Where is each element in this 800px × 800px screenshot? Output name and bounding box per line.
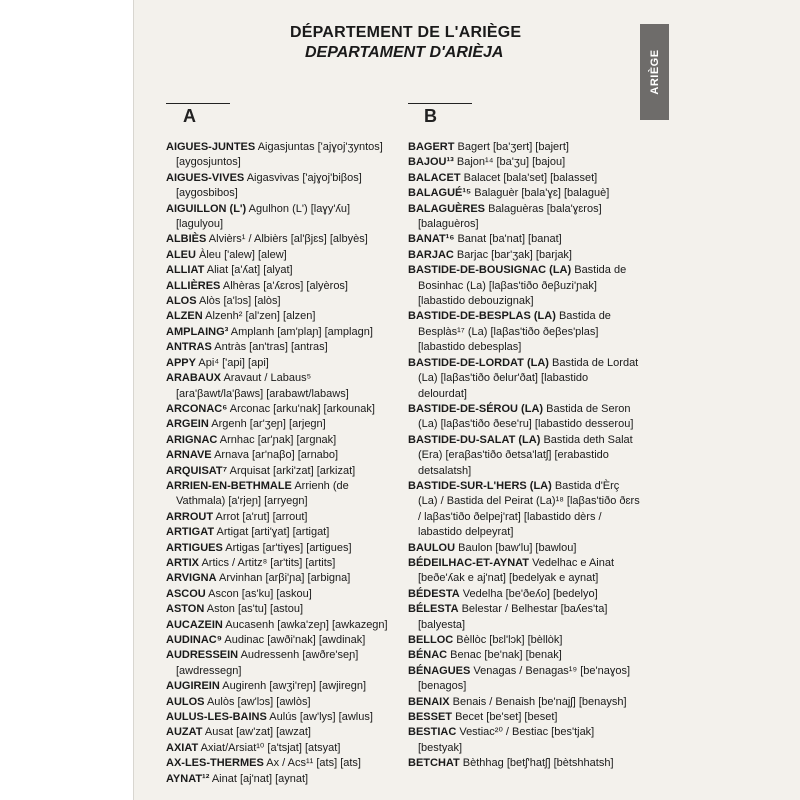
entry-definition: Arnhac [ar'ɲak] [argnak] [217, 433, 337, 446]
entry-headword: ARTIGUES [166, 541, 223, 554]
column-b [408, 140, 640, 772]
entry-definition: Baulon [baw'lu] [bawlou] [455, 541, 577, 554]
entry-headword: ALBIÈS [166, 233, 207, 246]
entry-definition: Bastida deth Salat (Era) [eraβas'tiðo ðetsa'latʃ] [erabastido detsalatsh] [418, 433, 633, 477]
entry-headword: BALAGUÉ¹⁵ [408, 187, 472, 200]
entry-definition: Audressenh [awðre'seɲ] [awdressegn] [176, 649, 359, 677]
dictionary-entry [408, 232, 640, 247]
entry-headword: BÉNAC [408, 649, 448, 662]
side-tab-label: ARIÈGE [648, 49, 661, 95]
entry-definition: Augirenh [awʒi'reɲ] [awjiregn] [219, 680, 367, 693]
dictionary-entry [408, 556, 640, 587]
entry-headword: BASTIDE-DE-BOUSIGNAC (LA) [408, 264, 572, 277]
entry-definition: Ainat [aj'nat] [aynat] [209, 772, 309, 785]
dictionary-entry [408, 140, 640, 155]
entry-definition: Ausat [aw'zat] [awzat] [202, 726, 311, 739]
entry-headword: AYNAT¹² [166, 772, 210, 785]
dictionary-entry [166, 479, 391, 510]
entry-definition: Argenh [ar'ʒeɲ] [arjegn] [208, 418, 326, 431]
dictionary-entry [408, 710, 640, 725]
dictionary-entry [166, 417, 391, 432]
dictionary-entry [408, 402, 640, 433]
entry-definition: Aulòs [aw'lɔs] [awlòs] [204, 695, 311, 708]
entry-headword: AUDRESSEIN [166, 649, 239, 662]
entry-definition: Aigasjuntas ['ajɣoj'ʒyntos] [aygosjuntos] [176, 141, 383, 169]
dictionary-entry [166, 402, 391, 417]
dictionary-entry [166, 325, 391, 340]
dictionary-entry [166, 309, 391, 324]
entry-headword: ALOS [166, 295, 197, 308]
entry-definition: Ascon [as'ku] [askou] [205, 587, 312, 600]
entry-definition: Artigas [ar'tiɣes] [artigues] [222, 541, 352, 554]
column-a [166, 140, 391, 787]
entry-definition: Aston [as'tu] [astou] [204, 603, 304, 616]
entry-definition: Vedelha [be'ðeʎo] [bedelyo] [459, 587, 598, 600]
entry-headword: BETCHAT [408, 757, 460, 770]
entry-definition: Bastida de Lordat (La) [laβas'tiðo ðelur'ðat] [labastido delourdat] [418, 356, 639, 400]
entry-headword: AIGUILLON (L') [166, 202, 247, 215]
entry-headword: AMPLAING³ [166, 325, 229, 338]
dictionary-entry [166, 448, 391, 463]
dictionary-entry [408, 664, 640, 695]
entry-definition: Arconac [arku'nak] [arkounak] [227, 402, 375, 415]
dictionary-entry [166, 710, 391, 725]
entry-definition: Vedelhac e Ainat [beðe'ʎak e aj'nat] [bedelyak e aynat] [418, 556, 615, 585]
dictionary-entry [166, 171, 391, 202]
entry-definition: Ax / Acs¹¹ [ats] [ats] [263, 757, 361, 770]
entry-headword: BÉLESTA [408, 603, 459, 616]
entry-headword: ARRIEN-EN-BETHMALE [166, 479, 292, 492]
entry-definition: Antràs [an'tras] [antras] [211, 341, 328, 354]
entry-headword: ALZEN [166, 310, 203, 323]
entry-headword: ARQUISAT⁷ [166, 464, 228, 477]
entry-definition: Api⁴ ['api] [api] [195, 356, 269, 369]
entry-headword: ARNAVE [166, 449, 212, 462]
entry-definition: Balaguèras [bala'ɣɛros] [balaguèros] [418, 202, 602, 231]
dictionary-entry [408, 479, 640, 541]
entry-definition: Aigasvivas ['ajɣoj'biβos] [aygosbibos] [176, 171, 362, 200]
entry-headword: BAULOU [408, 541, 456, 554]
dictionary-entry [166, 340, 391, 355]
entry-definition: Venagas / Benagas¹⁹ [be'naɣos] [benagos] [418, 664, 631, 693]
entry-definition: Àleu ['alew] [alew] [195, 248, 287, 261]
entry-headword: BENAIX [408, 695, 450, 708]
dictionary-entry [166, 756, 391, 771]
entry-definition: Bastida de Besplàs¹⁷ (La) [laβas'tiðo ðeβes'plas] [labastido debesplas] [418, 310, 611, 354]
dictionary-entry [166, 633, 391, 648]
dictionary-entry [166, 356, 391, 371]
entry-headword: ARGEIN [166, 418, 209, 431]
entry-headword: ARCONAC⁶ [166, 402, 228, 415]
dictionary-entry [166, 541, 391, 556]
entry-headword: APPY [166, 356, 196, 369]
dictionary-entry [408, 263, 640, 309]
dictionary-entry [166, 602, 391, 617]
dictionary-entry [166, 695, 391, 710]
entry-definition: Artics / Artitz⁸ [ar'tits] [artits] [199, 556, 336, 569]
dictionary-entry [166, 571, 391, 586]
entry-definition: Arvinhan [arβi'ɲa] [arbigna] [216, 572, 351, 585]
entry-definition: Amplanh [am'plaɲ] [amplagn] [228, 325, 373, 338]
entry-headword: AUZAT [166, 726, 203, 739]
entry-headword: BASTIDE-DE-SÉROU (LA) [408, 402, 544, 415]
entry-definition: Bagert [ba'ʒert] [bajert] [454, 141, 569, 153]
section-letter-b: B [424, 106, 437, 126]
dictionary-entry [166, 371, 391, 402]
entry-headword: AXIAT [166, 741, 199, 754]
dictionary-entry [166, 556, 391, 571]
dictionary-entry [408, 155, 640, 170]
entry-definition: Alzenh² [al'zen] [alzen] [202, 310, 316, 323]
dictionary-entry [166, 587, 391, 602]
dictionary-entry [166, 232, 391, 247]
entry-headword: AULUS-LES-BAINS [166, 711, 267, 724]
entry-headword: BASTIDE-SUR-L'HERS (LA) [408, 479, 552, 492]
entry-headword: ALLIAT [166, 264, 205, 277]
entry-definition: Artigat [arti'ɣat] [artigat] [214, 526, 330, 539]
entry-definition: Bèllòc [bɛl'lɔk] [bèllòk] [453, 634, 563, 646]
entry-headword: BASTIDE-DE-LORDAT (LA) [408, 356, 549, 369]
entry-definition: Barjac [bar'ʒak] [barjak] [453, 248, 572, 261]
department-title-occitan: DEPARTAMENT D'ARIÈJA [305, 44, 504, 61]
dictionary-entry [408, 248, 640, 263]
dictionary-entry [408, 695, 640, 710]
entry-headword: AIGUES-VIVES [166, 171, 245, 184]
entry-definition: Alvièrs¹ / Albièrs [al'βjɛs] [albyès] [206, 233, 368, 246]
dictionary-entry [166, 618, 391, 633]
dictionary-entry [166, 248, 391, 263]
entry-headword: ALLIÈRES [166, 279, 221, 292]
entry-headword: BESSET [408, 711, 453, 724]
dictionary-entry [408, 433, 640, 479]
side-thumb-tab [640, 24, 669, 120]
dictionary-entry [166, 510, 391, 525]
dictionary-entry [166, 433, 391, 448]
entry-definition: Aravaut / Labaus⁵ [ara'βawt/la'βaws] [arabawt/labaws] [176, 372, 349, 400]
entry-definition: Aucasenh [awka'zeɲ] [awkazegn] [222, 618, 388, 631]
entry-definition: Alhèras [a'ʎɛros] [alyèros] [220, 279, 348, 292]
entry-definition: Balacet [bala'set] [balasset] [460, 171, 598, 184]
dictionary-entry [166, 741, 391, 756]
entry-definition: Balaguèr [bala'ɣɛ] [balaguè] [471, 187, 610, 200]
dictionary-entry [408, 309, 640, 355]
entry-definition: Bajon¹⁴ [ba'ʒu] [bajou] [453, 156, 566, 169]
section-rule-b [408, 103, 472, 104]
entry-headword: BASTIDE-DU-SALAT (LA) [408, 433, 541, 446]
entry-definition: Becet [be'set] [beset] [452, 711, 558, 724]
entry-headword: ARABAUX [166, 372, 221, 385]
entry-headword: ARVIGNA [166, 572, 217, 585]
dictionary-entry [166, 464, 391, 479]
entry-headword: BAGERT [408, 141, 455, 153]
entry-definition: Benac [be'nak] [benak] [447, 649, 562, 662]
entry-definition: Vestiac²⁰ / Bestiac [bes'tjak] [bestyak] [418, 726, 595, 754]
entry-headword: BALACET [408, 171, 461, 184]
dictionary-entry [408, 756, 640, 771]
entry-headword: AUCAZEIN [166, 618, 223, 631]
dictionary-entry [408, 186, 640, 201]
dictionary-entry [408, 648, 640, 663]
entry-definition: Arnava [ar'naβo] [arnabo] [211, 449, 339, 462]
dictionary-entry [408, 171, 640, 186]
dictionary-entry [408, 356, 640, 402]
dictionary-entry [408, 202, 640, 233]
dictionary-entry [166, 279, 391, 294]
dictionary-entry [166, 263, 391, 278]
entry-definition: Alòs [a'lɔs] [alòs] [196, 295, 281, 308]
dictionary-entry [408, 633, 640, 648]
entry-definition: Belestar / Belhestar [baʎes'ta] [balyesta] [418, 603, 608, 631]
dictionary-entry [166, 294, 391, 309]
entry-definition: Arrot [a'rut] [arrout] [213, 510, 308, 523]
entry-definition: Arrienh (de Vathmala) [a'rjeɲ] [arryegn] [176, 479, 349, 508]
dictionary-entry [408, 587, 640, 602]
entry-headword: AUGIREIN [166, 680, 220, 693]
entry-headword: BESTIAC [408, 726, 457, 739]
entry-headword: BARJAC [408, 248, 454, 261]
entry-headword: AUDINAC⁹ [166, 634, 222, 646]
entry-headword: BELLOC [408, 634, 454, 646]
entry-headword: BASTIDE-DE-BESPLAS (LA) [408, 310, 556, 323]
dictionary-entry [166, 648, 391, 679]
entry-headword: BAJOU¹³ [408, 156, 454, 169]
dictionary-entry [166, 772, 391, 787]
entry-definition: Bèthhag [betʃ'hatʃ] [bètshhatsh] [459, 757, 614, 770]
entry-definition: Arquisat [arki'zat] [arkizat] [227, 464, 356, 477]
dictionary-entry [166, 679, 391, 694]
entry-headword: AX-LES-THERMES [166, 757, 264, 770]
entry-headword: BÉDEILHAC-ET-AYNAT [408, 556, 530, 569]
entry-headword: ARTIX [166, 556, 199, 569]
entry-headword: ANTRAS [166, 341, 212, 354]
entry-headword: AIGUES-JUNTES [166, 141, 256, 153]
entry-definition: Axiat/Arsiat¹⁰ [a'tsjat] [atsyat] [198, 741, 341, 754]
dictionary-entry [166, 725, 391, 740]
entry-definition: Aliat [a'ʎat] [alyat] [204, 264, 293, 277]
dictionary-entry [166, 525, 391, 540]
entry-definition: Benais / Benaish [be'najʃ] [benaysh] [449, 695, 627, 708]
entry-headword: ARROUT [166, 510, 214, 523]
entry-definition: Banat [ba'nat] [banat] [454, 233, 562, 246]
dictionary-entry [408, 541, 640, 556]
department-title-french: DÉPARTEMENT DE L'ARIÈGE [290, 24, 522, 41]
section-letter-a: A [183, 106, 196, 126]
entry-headword: ASCOU [166, 587, 206, 600]
dictionary-entry [166, 202, 391, 233]
entry-definition: Audinac [awði'nak] [awdinak] [221, 634, 366, 646]
entry-headword: BANAT¹⁶ [408, 233, 455, 246]
dictionary-entry [166, 140, 391, 171]
entry-headword: AULOS [166, 695, 205, 708]
section-rule-a [166, 103, 230, 104]
entry-definition: Bastida d'Èrç (La) / Bastida del Peirat (La)¹⁸ [laβas'tiðo ðɛrs / laβas'tiðo ðelpej'rat] [labastido dèrs / labastido delpeyrat] [418, 479, 640, 539]
entry-definition: Bastida de Bosinhac (La) [laβas'tiðo ðeβuzi'ɲak] [labastido debouzignak] [418, 264, 627, 308]
entry-headword: BÉDESTA [408, 587, 460, 600]
entry-headword: ARTIGAT [166, 526, 215, 539]
dictionary-entry [408, 725, 640, 756]
entry-definition: Aulús [aw'lys] [awlus] [266, 711, 373, 724]
entry-headword: ALEU [166, 248, 196, 261]
entry-definition: Bastida de Seron (La) [laβas'tiðo ðese'ru] [labastido desserou] [418, 402, 634, 431]
dictionary-entry [408, 602, 640, 633]
entry-definition: Agulhon (L') [laɣy'ʎu] [lagulyou] [176, 202, 351, 231]
entry-headword: ARIGNAC [166, 433, 218, 446]
entry-headword: ASTON [166, 603, 205, 616]
entry-headword: BALAGUÈRES [408, 202, 486, 215]
entry-headword: BÉNAGUES [408, 664, 471, 677]
